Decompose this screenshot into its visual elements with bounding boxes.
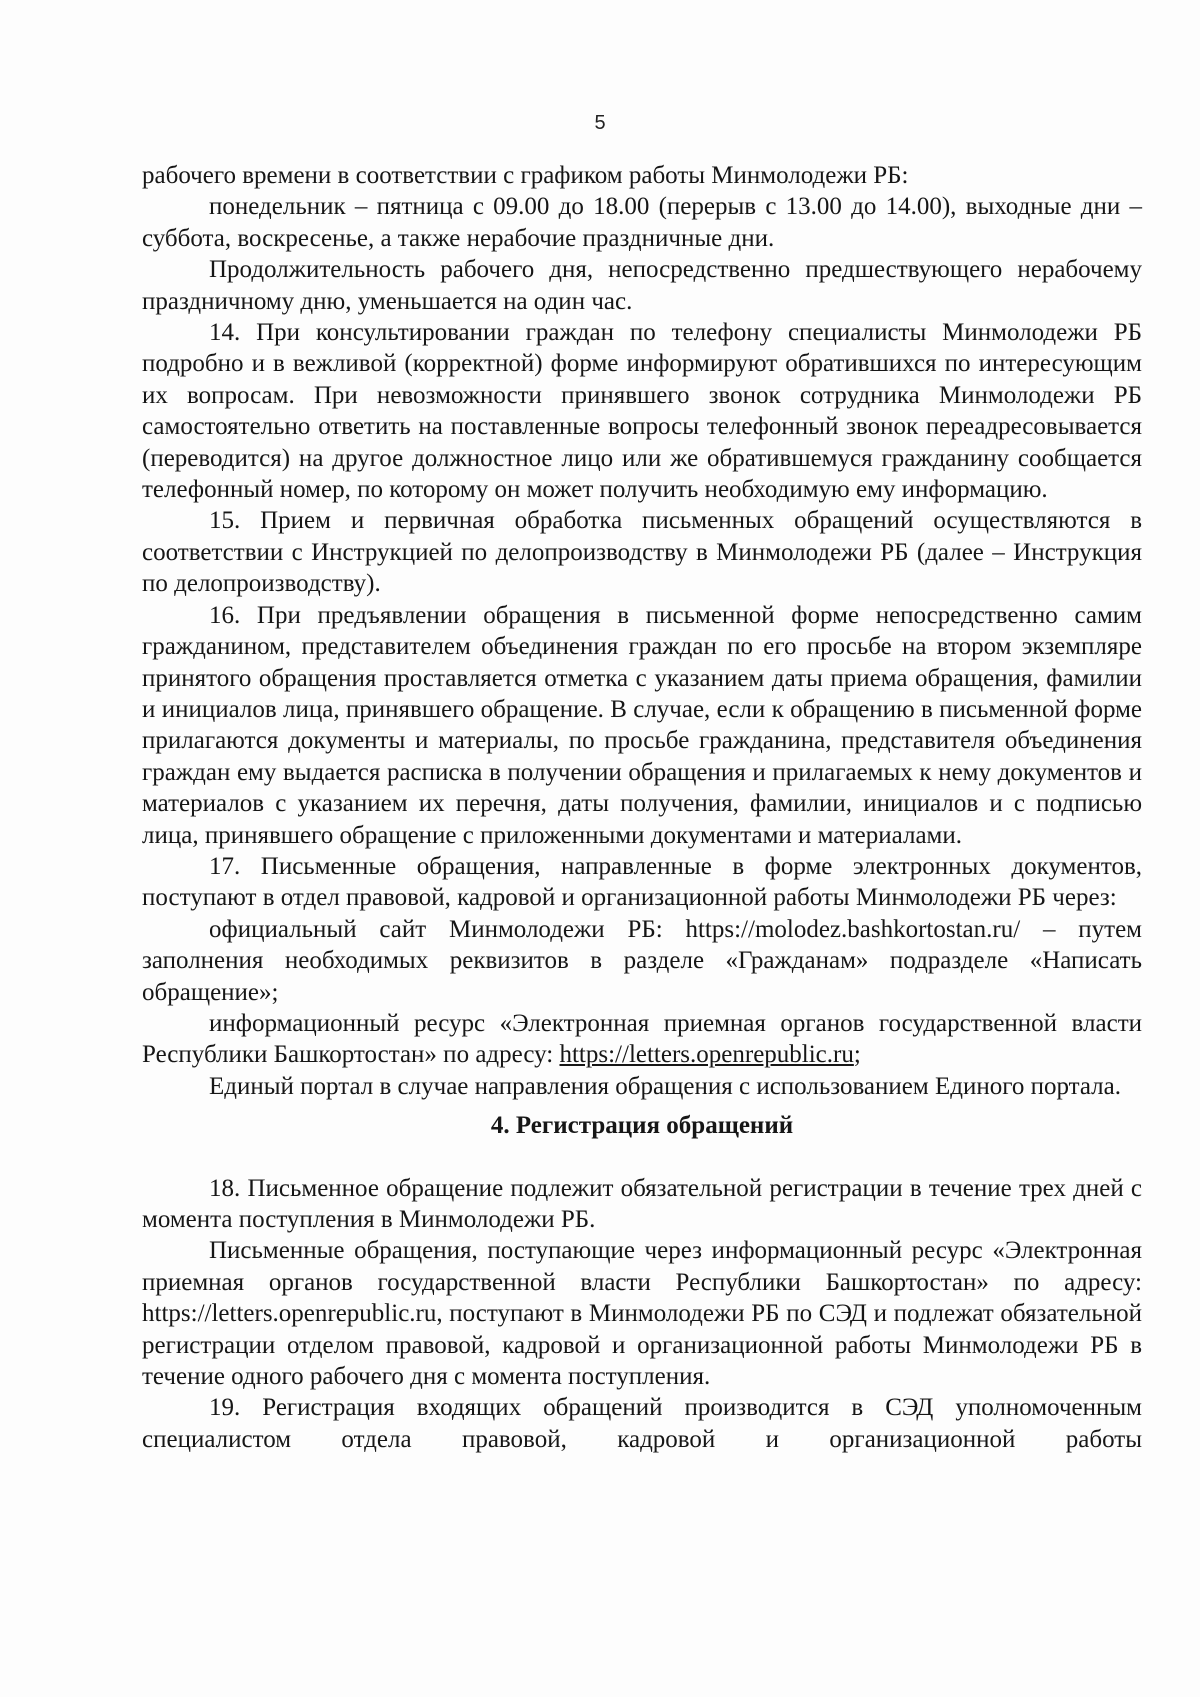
paragraph: 15. Прием и первичная обработка письменных обращений осуществляются в соответствии с Инструкцией по делопроизводству в Минмолодежи РБ (далее – Инструкция по делопроизводству). bbox=[142, 507, 1142, 598]
paragraph: 14. При консультировании граждан по телефону специалисты Минмолодежи РБ подробно и в вежливой (корректной) форме информируют обратившихся по интересующим их вопросам. При невозможности принявшего звонок сотрудника Минмолодежи РБ самостоятельно ответить на поставленные вопросы телефонный звонок переадресовывается (переводится) на другое должностное лицо или же обратившемуся гражданину сообщается телефонный номер, по которому он может получить необходимую ему информацию. bbox=[142, 319, 1142, 504]
paragraph: Единый портал в случае направления обращения с использованием Единого портала. bbox=[209, 1072, 1121, 1100]
paragraph: понедельник – пятница с 09.00 до 18.00 (перерыв с 13.00 до 14.00), выходные дни – суббота, воскресенье, а также нерабочие праздничные дни. bbox=[142, 193, 1142, 252]
paragraph: официальный сайт Минмолодежи РБ: https://molodez.bashkortostan.ru/ – путем заполнения необходимых реквизитов в разделе «Гражданам» подразделе «Написать обращение»; bbox=[142, 915, 1142, 1006]
paragraph: 18. Письменное обращение подлежит обязательной регистрации в течение трех дней с момента поступления в Минмолодежи РБ. bbox=[142, 1174, 1142, 1233]
paragraph: 19. Регистрация входящих обращений производится в СЭД уполномоченным специалистом отдела правовой, кадровой и организационной работы bbox=[142, 1394, 1142, 1453]
document-body bbox=[142, 160, 1142, 1455]
paragraph bbox=[142, 1008, 1142, 1071]
paragraph: 16. При предъявлении обращения в письменной форме непосредственно самим гражданином, представителем объединения граждан по его просьбе на втором экземпляре принятого обращения проставляется отметка с указанием даты приема обращения, фамилии и инициалов лица, принявшего обращение. В случае, если к обращению в письменной форме прилагаются документы и материалы, по просьбе гражданина, представителя объединения граждан ему выдается расписка в получении обращения и прилагаемых к нему документов и материалов с указанием их перечня, даты получения, фамилии, инициалов и с подписью лица, принявшего обращение с приложенными документами и материалами. bbox=[142, 601, 1142, 849]
paragraph: 17. Письменные обращения, направленные в форме электронных документов, поступают в отдел правовой, кадровой и организационной работы Минмолодежи РБ через: bbox=[142, 852, 1142, 912]
page-number: 5 bbox=[594, 112, 606, 134]
paragraph: Письменные обращения, поступающие через информационный ресурс «Электронная приемная органов государственной власти Республики Башкортостан» по адресу: https://letters.openrepublic.ru, поступают в Минмолодежи РБ по СЭД и подлежат обязательной регистрации отделом правовой, кадровой и организационной работы Минмолодежи РБ в течение одного рабочего дня с момента поступления. bbox=[142, 1237, 1142, 1391]
section-title: 4. Регистрация обращений bbox=[490, 1112, 794, 1140]
paragraph-text: ; bbox=[853, 1041, 861, 1069]
paragraph-text: информационный ресурс «Электронная приемная органов государственной власти Республики Башкортостан» по адресу: bbox=[142, 1009, 1142, 1069]
paragraph: рабочего времени в соответствии с графиком работы Минмолодежи РБ: bbox=[142, 162, 909, 189]
paragraph: Продолжительность рабочего дня, непосредственно предшествующего нерабочему праздничному дню, уменьшается на один час. bbox=[142, 256, 1142, 315]
letters-link[interactable]: https://letters.openrepublic.ru bbox=[559, 1041, 854, 1069]
